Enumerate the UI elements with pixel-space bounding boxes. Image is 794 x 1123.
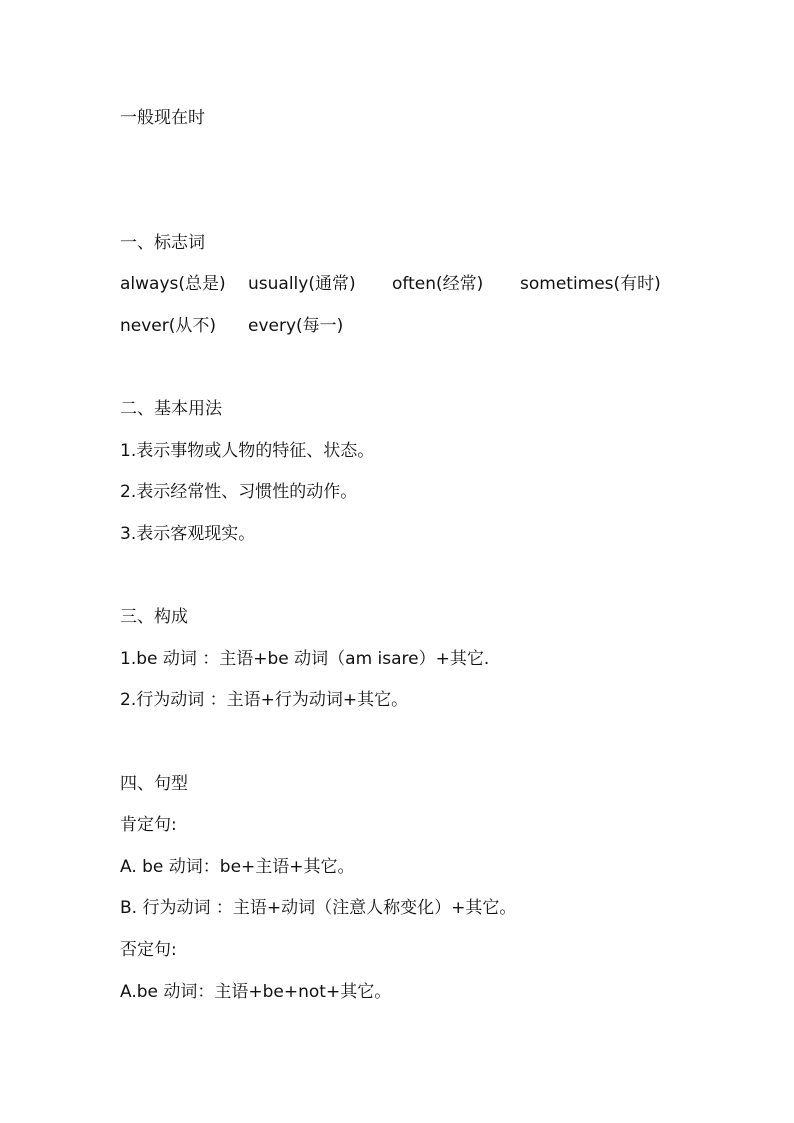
negative-label: 否定句: xyxy=(120,940,177,960)
signal-word-every: every(每一) xyxy=(248,316,344,336)
signal-word-often: often(经常) xyxy=(392,274,484,294)
signal-word-usually: usually(通常) xyxy=(248,274,356,294)
signal-word-always: always(总是) xyxy=(120,274,226,294)
section-3-heading: 三、构成 xyxy=(120,607,188,627)
structure-item-1: 1.be 动词 ：主语+be 动词（am isare）+其它. xyxy=(120,649,490,669)
section-2-heading: 二、基本用法 xyxy=(120,399,222,419)
affirmative-label: 肯定句: xyxy=(120,815,177,835)
signal-word-never: never(从不) xyxy=(120,316,217,336)
usage-item-3: 3.表示客观现实。 xyxy=(120,524,256,544)
document-title: 一般现在时 xyxy=(120,108,205,128)
usage-item-1: 1.表示事物或人物的特征、状态。 xyxy=(120,441,375,461)
signal-words-row-1 xyxy=(120,273,661,295)
affirmative-item-b: B. 行为动词 ：主语+动词（注意人称变化）+其它。 xyxy=(120,898,517,918)
signal-word-sometimes: sometimes(有时) xyxy=(520,274,661,294)
usage-item-2: 2.表示经常性、习惯性的动作。 xyxy=(120,482,358,502)
signal-words-row-2 xyxy=(120,315,343,337)
structure-item-2: 2.行为动词 ：主语+行为动词+其它。 xyxy=(120,690,409,710)
negative-item-a: A.be 动词：主语+be+not+其它。 xyxy=(120,982,392,1002)
section-1-heading: 一、标志词 xyxy=(120,233,205,253)
section-4-heading: 四、句型 xyxy=(120,774,188,794)
affirmative-item-a: A. be 动词：be+主语+其它。 xyxy=(120,857,355,877)
